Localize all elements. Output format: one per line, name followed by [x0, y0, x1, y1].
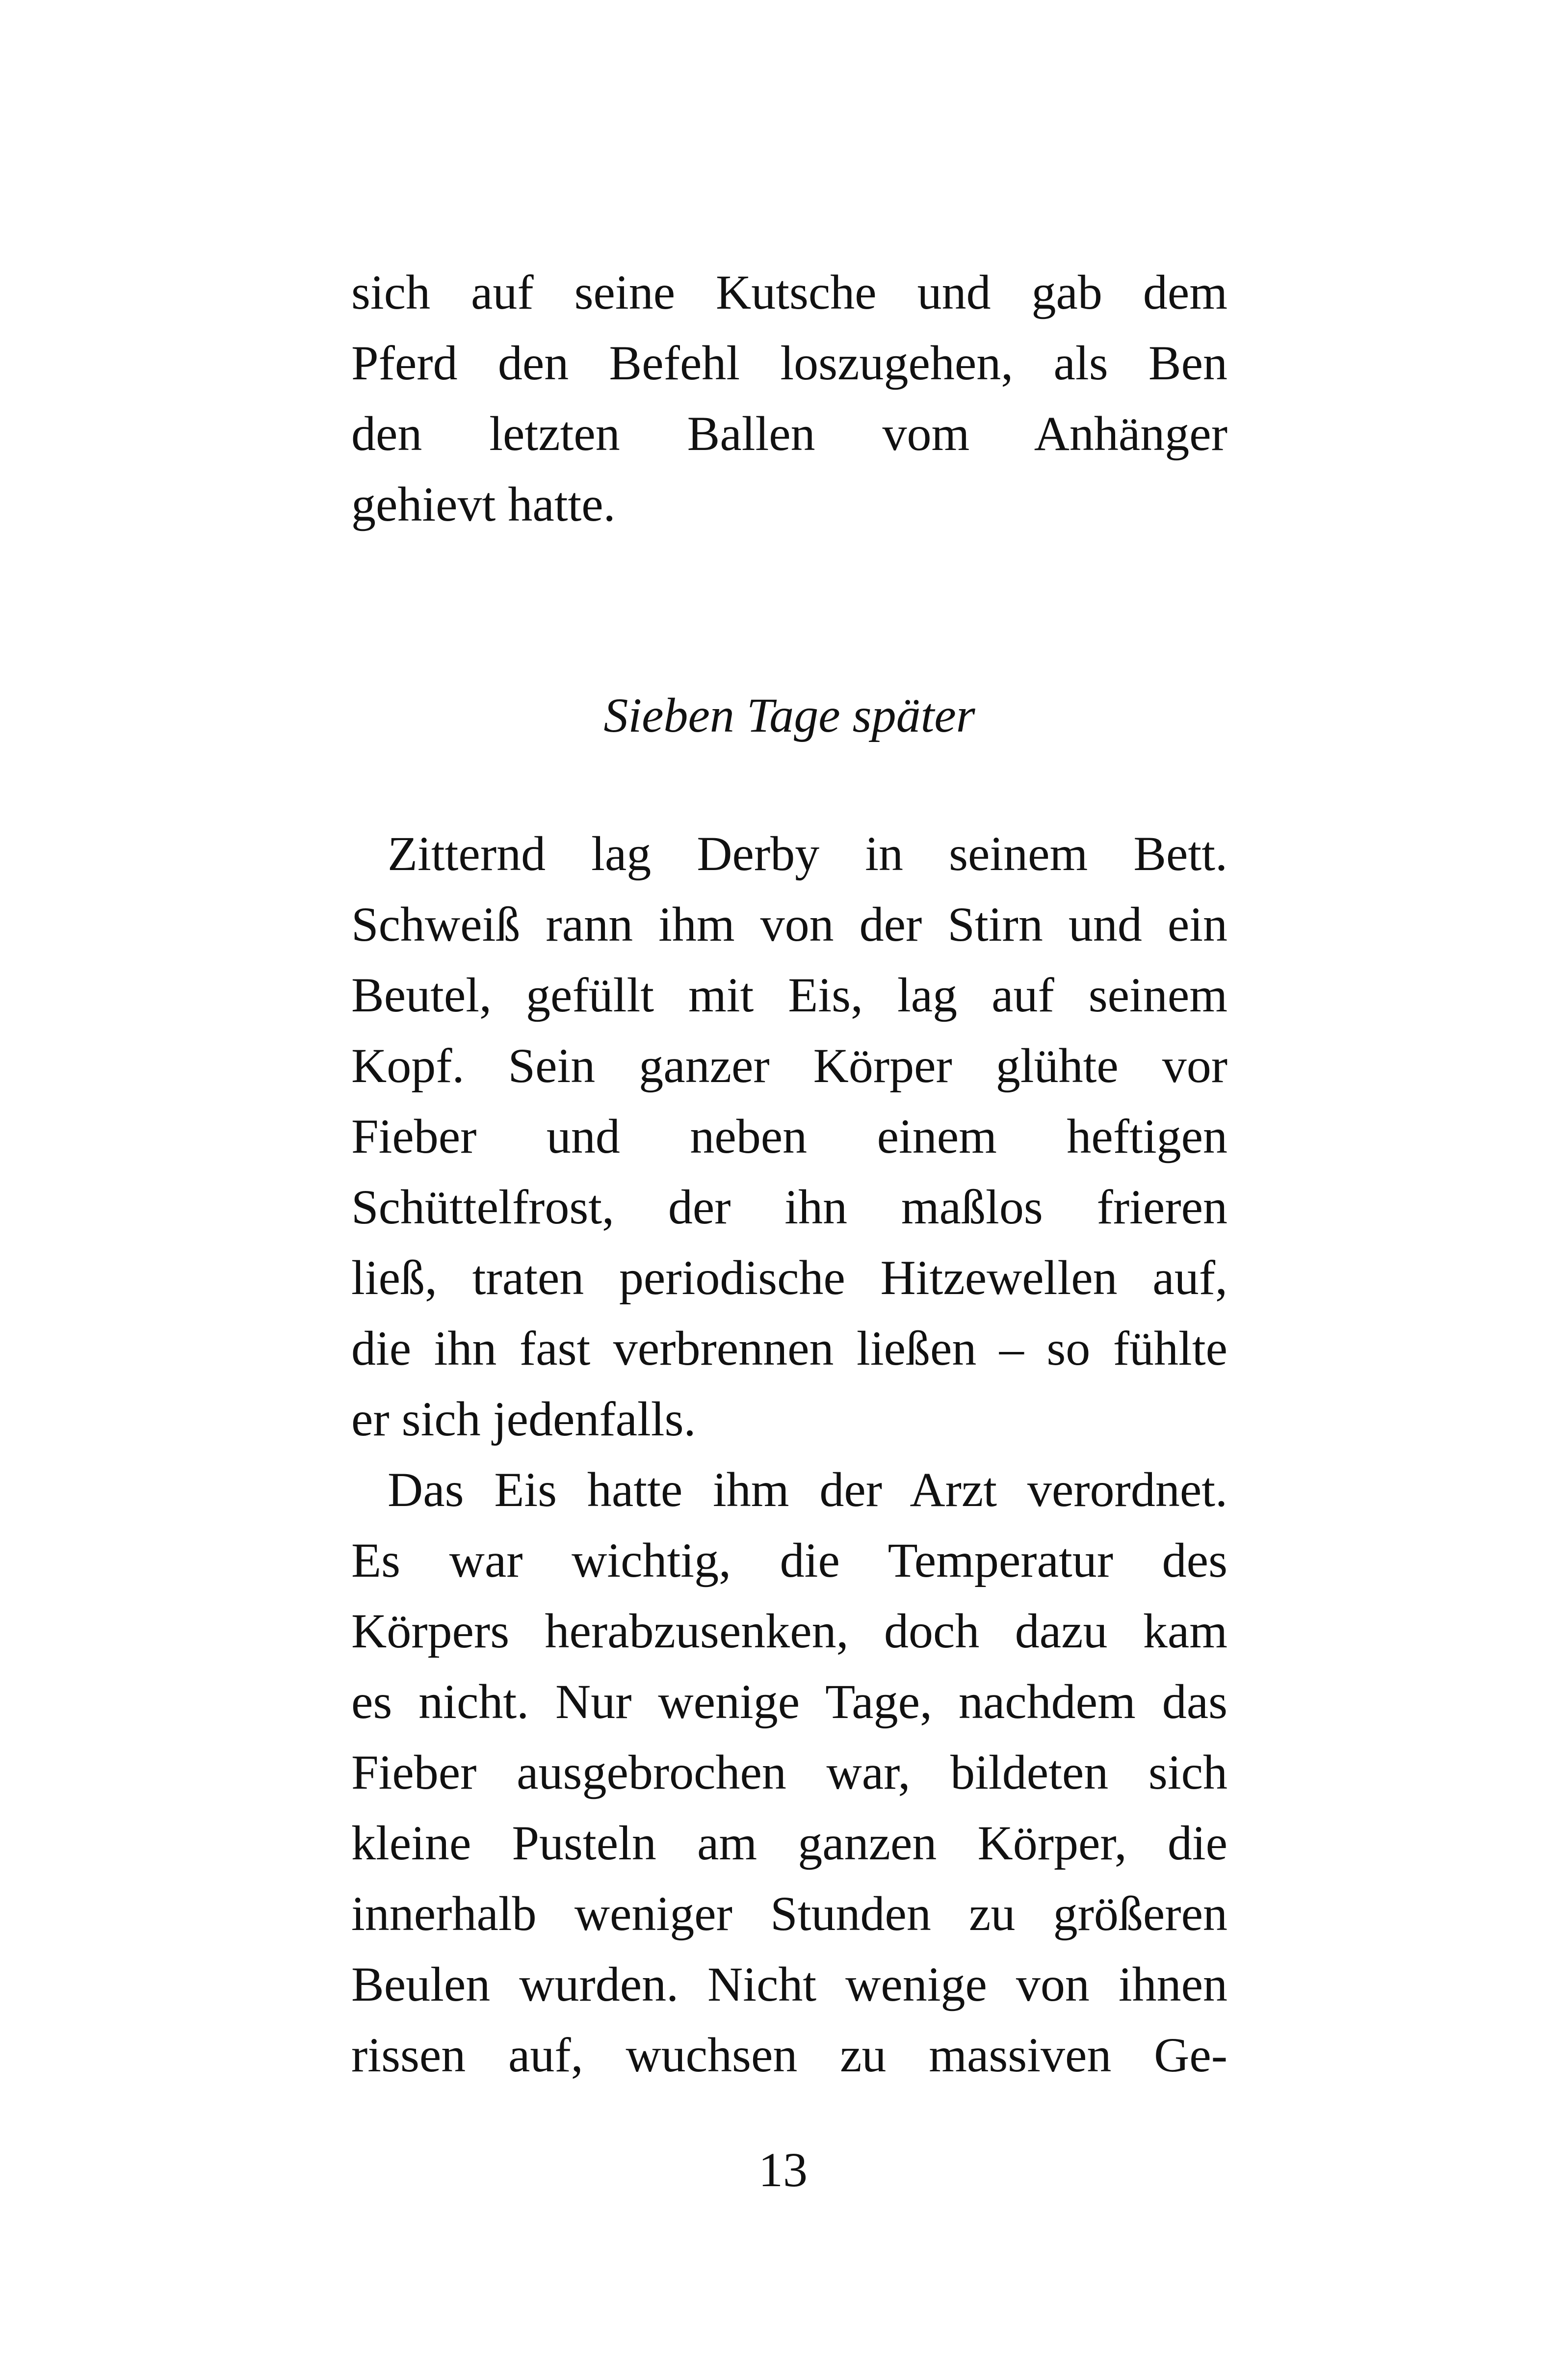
continued-paragraph: [351, 257, 1227, 540]
text-line: Fieber und neben einem heftigen: [351, 1109, 1227, 1164]
text-line: gehievt hatte.: [351, 477, 616, 531]
text-line: Schweiß rann ihm von der Stirn und ein: [351, 897, 1227, 952]
text-line: Pferd den Befehl loszugehen, als Ben: [351, 336, 1227, 390]
text-line: kleine Pusteln am ganzen Körper, die: [351, 1816, 1227, 1870]
text-line: Fieber ausgebrochen war, bildeten sich: [351, 1745, 1227, 1799]
text-line: Es war wichtig, die Temperatur des: [351, 1533, 1227, 1587]
text-line: Körpers herabzusenken, doch dazu kam: [351, 1604, 1227, 1658]
text-line: die ihn fast verbrennen ließen – so fühlte: [351, 1321, 1227, 1375]
text-line: innerhalb weniger Stunden zu größeren: [351, 1886, 1227, 1941]
text-line: Beulen wurden. Nicht wenige von ihnen: [351, 1957, 1227, 2011]
text-line: Zitternd lag Derby in seinem Bett.: [388, 826, 1227, 881]
text-line: er sich jedenfalls.: [351, 1392, 696, 1446]
text-line: den letzten Ballen vom Anhänger: [351, 406, 1227, 461]
page-number: 13: [758, 2142, 808, 2197]
text-line: ließ, traten periodische Hitzewellen auf,: [351, 1250, 1227, 1305]
text-line: sich auf seine Kutsche und gab dem: [351, 265, 1227, 319]
text-line: Kopf. Sein ganzer Körper glühte vor: [351, 1038, 1227, 1093]
paragraph: [351, 819, 1227, 1454]
paragraph: [351, 1454, 1227, 2090]
text-line: es nicht. Nur wenige Tage, nachdem das: [351, 1674, 1227, 1729]
text-line: rissen auf, wuchsen zu massiven Ge-: [351, 2028, 1227, 2082]
text-line: Schüttelfrost, der ihn maßlos frieren: [351, 1180, 1227, 1234]
text-line: Beutel, gefüllt mit Eis, lag auf seinem: [351, 968, 1227, 1022]
section-heading: Sieben Tage später: [603, 688, 975, 742]
text-line: Das Eis hatte ihm der Arzt verordnet.: [388, 1462, 1227, 1517]
